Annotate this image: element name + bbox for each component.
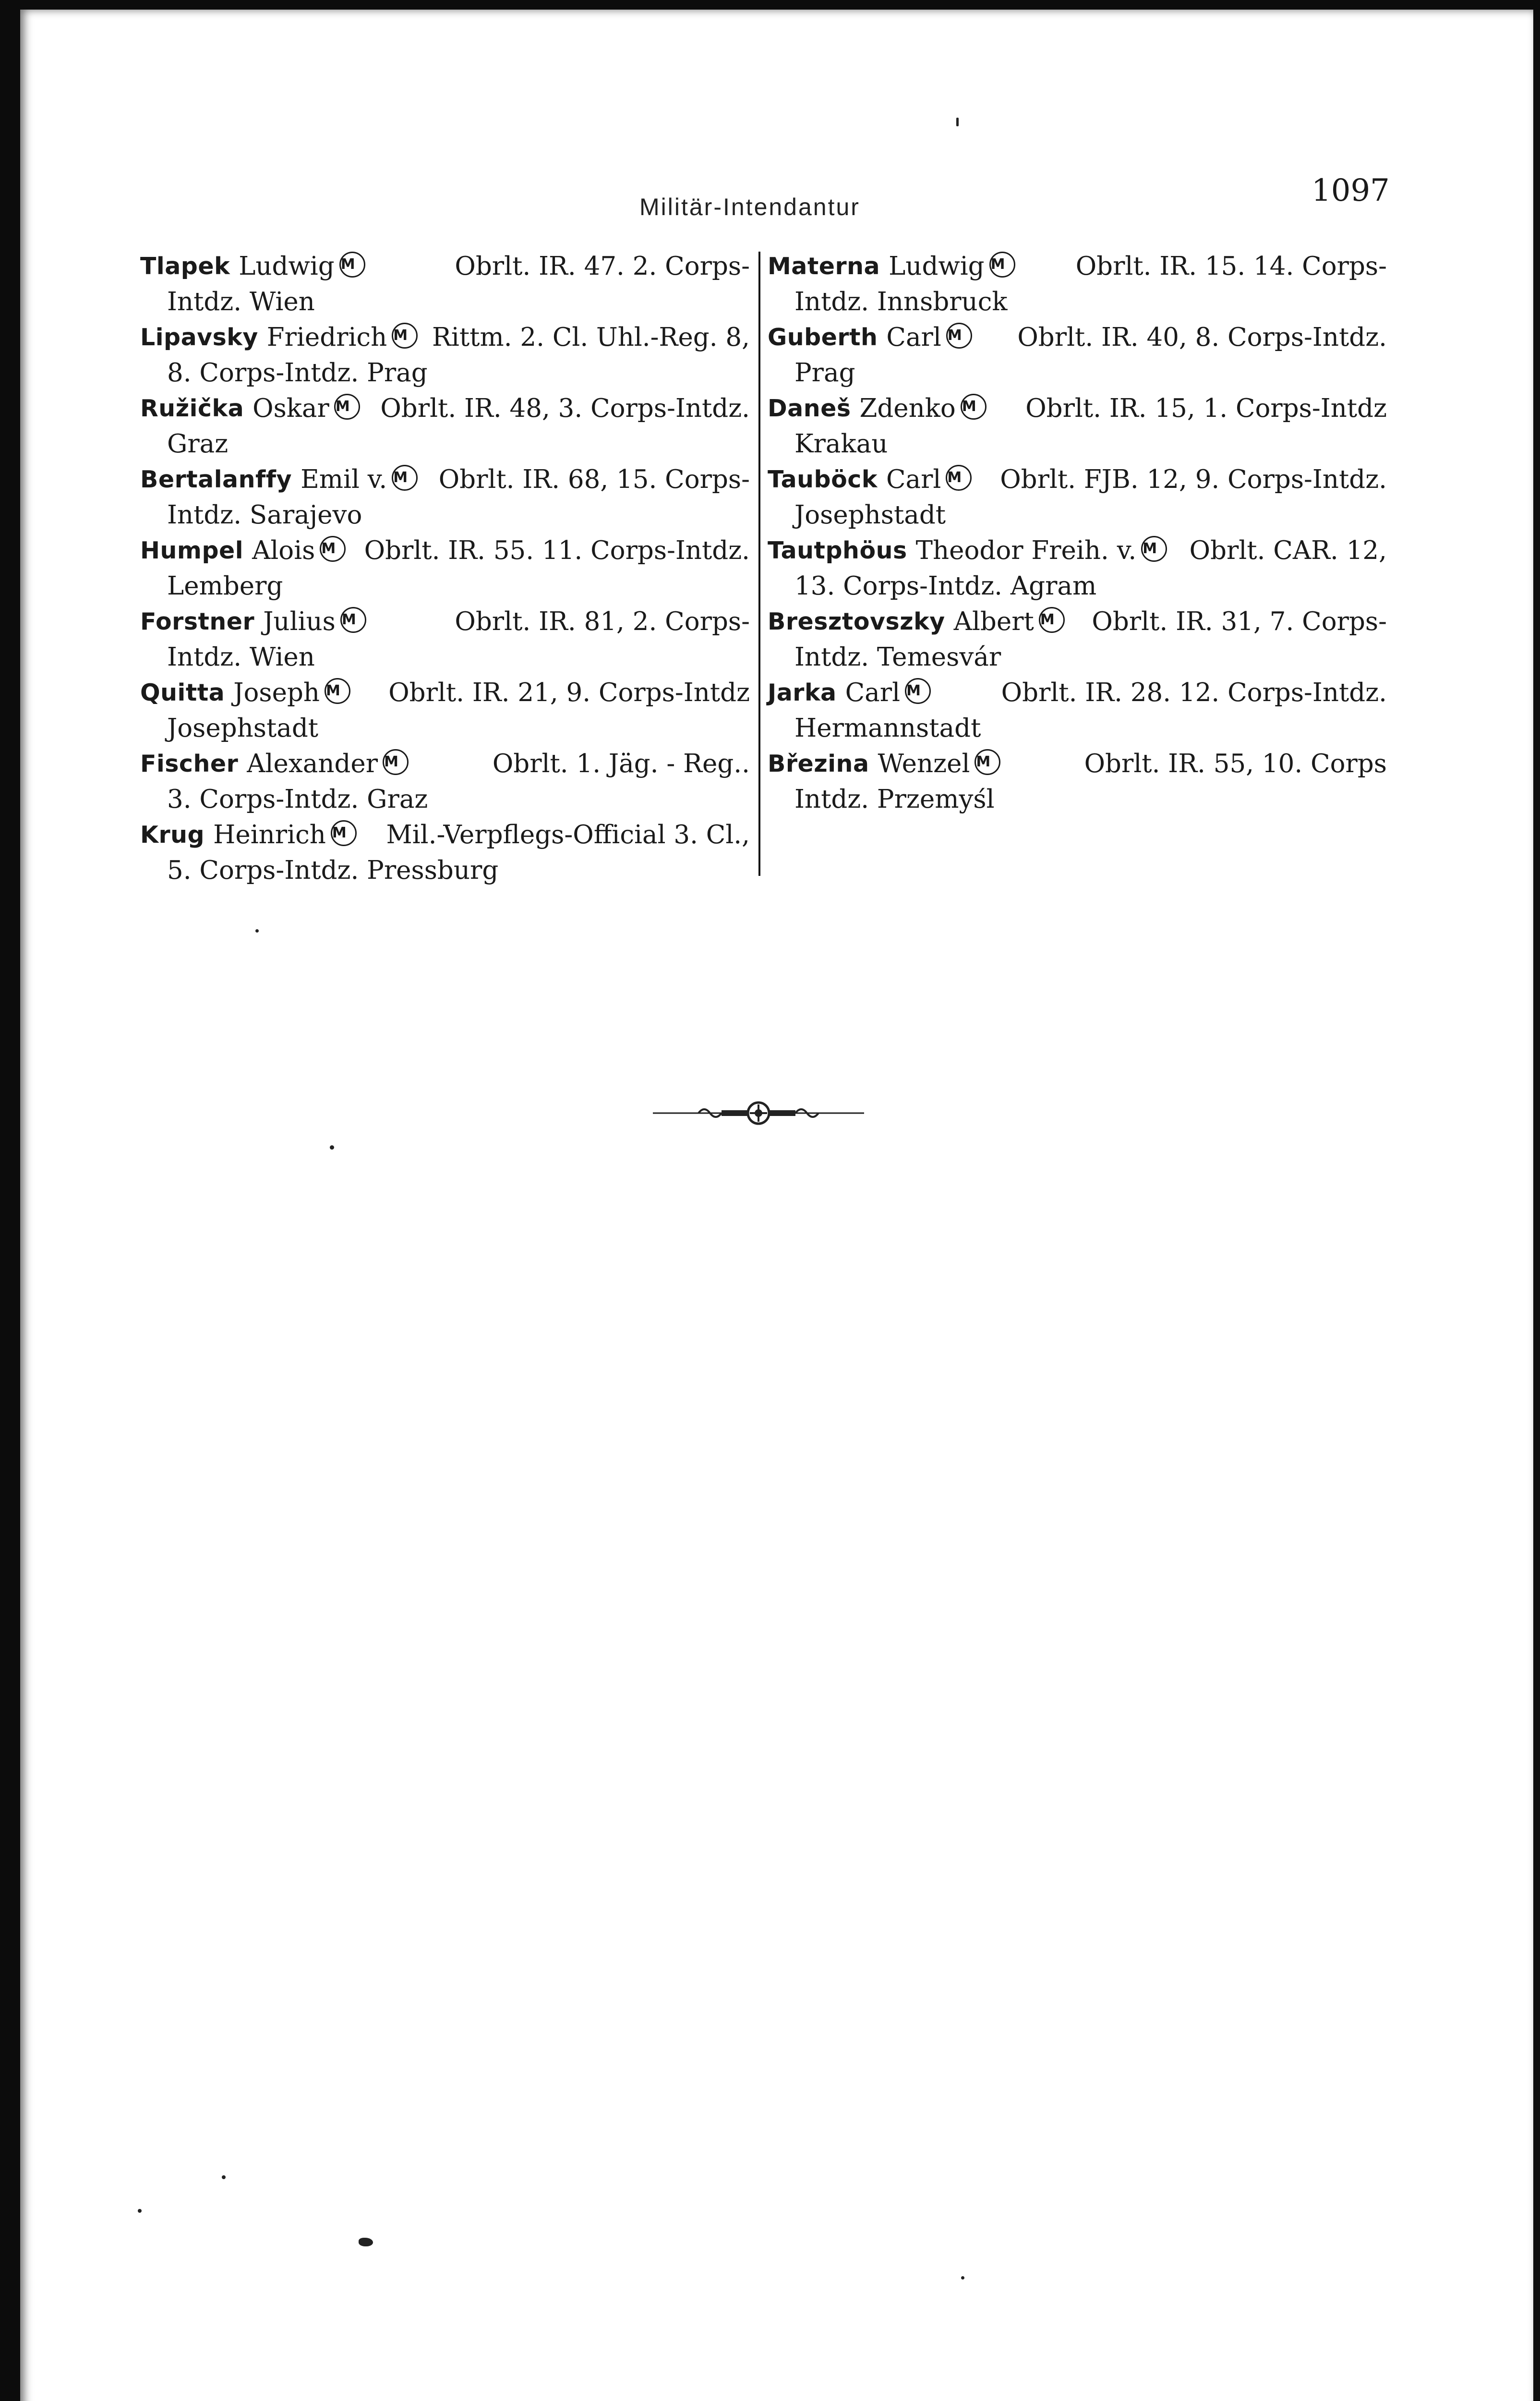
circled-m-icon: M xyxy=(331,820,357,846)
directory-entry xyxy=(140,533,750,604)
entry-surname: Ružička xyxy=(140,395,244,422)
entry-first-line xyxy=(768,320,1387,355)
entry-rank-unit: Rittm. 2. Cl. Uhl.-Reg. 8, xyxy=(432,323,750,352)
entry-surname: Daneš xyxy=(768,395,851,422)
entry-second-line: Intdz. Temesvár xyxy=(794,643,1001,672)
entry-surname: Bertalanffy xyxy=(140,466,292,493)
entry-surname: Lipavsky xyxy=(140,324,258,351)
entry-rank-unit: Obrlt. IR. 55. 11. Corps-Intdz. xyxy=(364,536,750,565)
entry-second-line: Intdz. Wien xyxy=(167,287,315,316)
entry-surname: Fischer xyxy=(140,750,239,777)
directory-entry xyxy=(140,391,750,462)
directory-entry xyxy=(768,746,1387,817)
entry-details xyxy=(247,746,750,782)
entry-given-name: Carl xyxy=(845,678,901,707)
entry-given-name: Joseph xyxy=(233,678,320,707)
entry-details xyxy=(301,462,750,497)
entry-first-line xyxy=(140,533,750,569)
directory-entry xyxy=(140,462,750,533)
directory-entry xyxy=(140,817,750,888)
circled-m-icon: M xyxy=(325,678,350,704)
page xyxy=(20,10,1533,2401)
entry-rank-unit: Obrlt. IR. 55, 10. Corps xyxy=(1084,749,1387,778)
entry-rank-unit: Obrlt. IR. 47. 2. Corps- xyxy=(455,252,750,281)
circled-m-icon: M xyxy=(989,252,1015,278)
entry-second-line: Krakau xyxy=(794,429,888,459)
directory-entry xyxy=(768,391,1387,462)
entry-rank-unit: Obrlt. FJB. 12, 9. Corps-Intdz. xyxy=(1000,465,1387,494)
entry-first-line xyxy=(140,746,750,782)
entry-rank-unit: Mil.-Verpflegs-Official 3. Cl., xyxy=(386,820,750,849)
speck xyxy=(956,118,959,126)
entry-first-line xyxy=(768,533,1387,569)
directory-entry xyxy=(768,533,1387,604)
circled-m-icon: M xyxy=(383,749,409,775)
entry-rank-unit: Obrlt. IR. 81, 2. Corps- xyxy=(455,607,750,636)
entry-details xyxy=(252,533,750,569)
entry-second-line: 3. Corps-Intdz. Graz xyxy=(167,785,428,814)
entry-second-line: Intdz. Wien xyxy=(167,643,315,672)
entry-given-name: Zdenko xyxy=(859,394,956,423)
entry-details xyxy=(886,320,1387,355)
entry-details xyxy=(253,391,750,426)
entry-surname: Tautphöus xyxy=(768,537,907,564)
circled-m-icon: M xyxy=(946,465,972,491)
circled-m-icon: M xyxy=(975,749,1000,775)
entry-second-line: Lemberg xyxy=(167,571,283,601)
entry-rank-unit: Obrlt. IR. 48, 3. Corps-Intdz. xyxy=(380,394,750,423)
entry-first-line xyxy=(140,320,750,355)
entry-first-line xyxy=(768,249,1387,284)
entry-first-line xyxy=(140,249,750,284)
entry-second-line: 8. Corps-Intdz. Prag xyxy=(167,358,428,388)
directory-entry xyxy=(140,604,750,675)
entry-first-line xyxy=(140,391,750,426)
entry-given-name: Friedrich xyxy=(266,323,387,352)
entry-first-line xyxy=(768,675,1387,711)
entry-details xyxy=(954,604,1387,640)
entry-surname: Guberth xyxy=(768,324,878,351)
entry-given-name: Wenzel xyxy=(878,749,970,778)
entry-details xyxy=(213,817,750,853)
directory-entry xyxy=(768,675,1387,746)
entry-surname: Bresztovszky xyxy=(768,608,945,635)
entry-details xyxy=(916,533,1387,569)
entry-first-line xyxy=(140,462,750,497)
entry-details xyxy=(845,675,1387,711)
circled-m-icon: M xyxy=(392,323,418,349)
entry-given-name: Oskar xyxy=(253,394,329,423)
entry-second-line: Josephstadt xyxy=(167,714,319,743)
entry-first-line xyxy=(140,675,750,711)
entry-given-name: Julius xyxy=(263,607,336,636)
entry-details xyxy=(886,462,1387,497)
entry-details xyxy=(878,746,1387,782)
entry-second-line: 13. Corps-Intdz. Agram xyxy=(794,571,1097,601)
speck xyxy=(961,2276,964,2280)
entry-first-line xyxy=(768,462,1387,497)
entry-given-name: Emil v. xyxy=(301,465,387,494)
ornament-divider xyxy=(653,1099,864,1128)
directory-entry xyxy=(768,249,1387,320)
entry-rank-unit: Obrlt. IR. 68, 15. Corps- xyxy=(438,465,750,494)
entry-details xyxy=(239,249,750,284)
entry-second-line: Intdz. Innsbruck xyxy=(794,287,1008,316)
speck xyxy=(222,2175,226,2179)
entry-first-line xyxy=(768,746,1387,782)
entry-surname: Jarka xyxy=(768,679,837,706)
right-column xyxy=(768,249,1387,817)
entry-details xyxy=(233,675,750,711)
entry-surname: Forstner xyxy=(140,608,255,635)
entry-second-line: Hermannstadt xyxy=(794,714,981,743)
entry-second-line: Intdz. Przemyśl xyxy=(794,785,995,814)
entry-details xyxy=(889,249,1387,284)
entry-second-line: 5. Corps-Intdz. Pressburg xyxy=(167,856,499,885)
entry-surname: Tauböck xyxy=(768,466,878,493)
circled-m-icon: M xyxy=(961,394,987,420)
column-divider xyxy=(758,252,760,876)
entry-details xyxy=(263,604,750,640)
speck xyxy=(359,2238,373,2246)
entry-first-line xyxy=(140,817,750,853)
entry-given-name: Ludwig xyxy=(889,252,985,281)
entry-details xyxy=(267,320,750,355)
speck xyxy=(255,929,259,933)
entry-rank-unit: Obrlt. IR. 15, 1. Corps-Intdz xyxy=(1025,394,1387,423)
speck xyxy=(330,1145,334,1150)
entry-given-name: Theodor Freih. v. xyxy=(915,536,1137,565)
entry-surname: Krug xyxy=(140,821,205,849)
page-number: 1097 xyxy=(1311,173,1390,208)
circled-m-icon: M xyxy=(1141,536,1167,562)
entry-first-line xyxy=(140,604,750,640)
entry-rank-unit: Obrlt. 1. Jäg. - Reg.. xyxy=(492,749,750,778)
circled-m-icon: M xyxy=(946,323,972,349)
entry-given-name: Heinrich xyxy=(213,820,326,849)
entry-given-name: Ludwig xyxy=(239,252,335,281)
circled-m-icon: M xyxy=(320,536,346,562)
directory-entry xyxy=(140,249,750,320)
entry-rank-unit: Obrlt. IR. 28. 12. Corps-Intdz. xyxy=(1001,678,1387,707)
entry-second-line: Prag xyxy=(794,358,855,388)
entry-given-name: Alexander xyxy=(247,749,378,778)
entry-surname: Humpel xyxy=(140,537,244,564)
entry-rank-unit: Obrlt. CAR. 12, xyxy=(1189,536,1387,565)
circled-m-icon: M xyxy=(392,465,418,491)
directory-entry xyxy=(768,462,1387,533)
entry-given-name: Alois xyxy=(252,536,315,565)
speck xyxy=(138,2209,142,2213)
directory-entry xyxy=(768,320,1387,391)
entry-rank-unit: Obrlt. IR. 40, 8. Corps-Intdz. xyxy=(1017,323,1387,352)
directory-entry xyxy=(140,746,750,817)
circled-m-icon: M xyxy=(334,394,360,420)
entry-given-name: Albert xyxy=(953,607,1034,636)
entry-surname: Březina xyxy=(768,750,869,777)
entry-rank-unit: Obrlt. IR. 15. 14. Corps- xyxy=(1075,252,1387,281)
entry-surname: Materna xyxy=(768,253,880,280)
circled-m-icon: M xyxy=(1039,607,1065,633)
circled-m-icon: M xyxy=(905,678,931,704)
directory-entry xyxy=(768,604,1387,675)
entry-details xyxy=(860,391,1387,426)
entry-first-line xyxy=(768,604,1387,640)
entry-given-name: Carl xyxy=(886,465,941,494)
entry-first-line xyxy=(768,391,1387,426)
directory-entry xyxy=(140,320,750,391)
entry-second-line: Intdz. Sarajevo xyxy=(167,500,362,530)
entry-surname: Quitta xyxy=(140,679,225,706)
entry-rank-unit: Obrlt. IR. 31, 7. Corps- xyxy=(1092,607,1387,636)
entry-second-line: Josephstadt xyxy=(794,500,946,530)
entry-second-line: Graz xyxy=(167,429,229,459)
entry-rank-unit: Obrlt. IR. 21, 9. Corps-Intdz xyxy=(388,678,750,707)
running-title: Militär-Intendantur xyxy=(639,194,860,220)
circled-m-icon: M xyxy=(340,607,366,633)
entry-given-name: Carl xyxy=(886,323,941,352)
entry-surname: Tlapek xyxy=(140,253,230,280)
circled-m-icon: M xyxy=(339,252,365,278)
directory-entry xyxy=(140,675,750,746)
left-column xyxy=(140,249,750,888)
